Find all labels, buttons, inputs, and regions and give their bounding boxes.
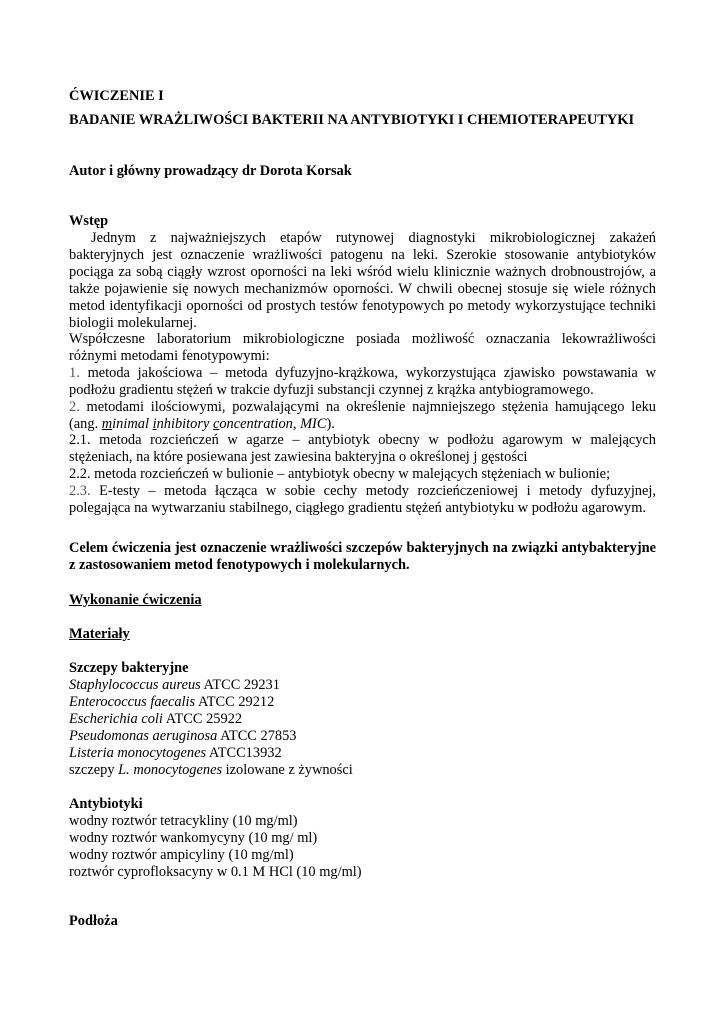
method-item-2-1: 2.1. metoda rozcieńczeń w agarze – antybiotyk obecny w podłożu agarowym w malejących stężeniach, na które posiewana jest zawiesina bakteryjna o określonej j gęstości xyxy=(69,432,656,465)
strain-1 xyxy=(69,677,656,694)
mic-term-part-2: nhibitory xyxy=(156,416,213,432)
antibiotic-item: roztwór cyprofloksacyny w 0.1 M HCl (10 mg/ml) xyxy=(69,864,362,880)
strain-5-name: Listeria monocytogenes xyxy=(69,745,207,761)
method-item-2-3 xyxy=(69,483,656,517)
antibiotic-item: wodny roztwór tetracykliny (10 mg/ml) xyxy=(69,813,298,829)
materials-title: Materiały xyxy=(69,626,130,642)
strain-6-prefix: szczepy xyxy=(69,762,119,778)
strain-4 xyxy=(69,728,656,745)
aim-statement: Celem ćwiczenia jest oznaczenie wrażliwości szczepów bakteryjnych na związki antybakteryjne z zastosowaniem metod fenotypowych i molekularnych. xyxy=(69,540,656,573)
mic-abbrev-c: c xyxy=(212,416,220,432)
strain-2-name: Enterococcus faecalis xyxy=(69,694,196,710)
strain-6 xyxy=(69,762,656,779)
method-item-2-end: ). xyxy=(326,416,335,432)
strain-5 xyxy=(69,745,656,762)
method-item-1-number: 1. xyxy=(69,365,80,381)
strain-4-name: Pseudomonas aeruginosa xyxy=(69,728,218,744)
author-line: Autor i główny prowadzący dr Dorota Korsak xyxy=(69,163,352,179)
strain-6-name: L. monocytogenes xyxy=(118,762,223,778)
strain-1-name: Staphylococcus aureus xyxy=(69,677,201,693)
mic-abbrev-m: m xyxy=(101,416,113,432)
strain-4-code: ATCC 27853 xyxy=(217,728,297,744)
strain-6-suffix: izolowane z żywności xyxy=(222,762,353,778)
mic-term-part-1: inimal xyxy=(112,416,153,432)
method-item-2 xyxy=(69,399,656,433)
antibiotics-title: Antybiotyki xyxy=(69,796,143,812)
method-item-1-text: metoda jakościowa – metoda dyfuzyjno-krążkowa, wykorzystująca zjawisko powstawania w podłożu gradientu stężeń w trakcie dyfuzji substancji czynnej z krążka antybiogramowego. xyxy=(69,365,656,398)
intro-title: Wstęp xyxy=(69,213,109,229)
mic-abbrev-i: i xyxy=(152,416,157,432)
method-item-2-3-text: E-testy – metoda łącząca w sobie cechy metody rozcieńczeniowej i metody dyfuzyjnej, polegająca na wytwarzaniu stabilnego, ciągłego gradientu stężeń antybiotyku w podłożu agarowym. xyxy=(69,483,656,516)
antibiotic-item: wodny roztwór ampicyliny (10 mg/ml) xyxy=(69,847,294,863)
strain-2-code: ATCC 29212 xyxy=(195,694,275,710)
intro-paragraph-1: Jednym z najważniejszych etapów rutynowej diagnostyki mikrobiologicznej zakażeń bakteryjnych jest oznaczenie wrażliwości patogenu na leki. Szerokie stosowanie antybiotyków pociąga za sobą ciągły wzrost oporności na leki wśród wielu klinicznie ważnych drobnoustrojów, a także pojawienie się nowych mechanizmów oporności. W chwili obecnej stosuje się wiele różnych metod identyfikacji oporności od prostych testów fenotypowych po metody wykorzystujące techniki biologii molekularnej. xyxy=(69,230,656,331)
strain-2 xyxy=(69,694,656,711)
media-title: Podłoża xyxy=(69,913,118,929)
strain-5-code: ATCC13932 xyxy=(206,745,282,761)
method-item-2-text: metodami ilościowymi, pozwalającymi na określenie najmniejszego stężenia hamującego leku (ang. xyxy=(69,399,656,432)
strain-1-code: ATCC 29231 xyxy=(200,677,280,693)
method-item-2-3-number: 2.3. xyxy=(69,483,91,499)
exercise-title: BADANIE WRAŻLIWOŚCI BAKTERII NA ANTYBIOTYKI I CHEMIOTERAPEUTYKI xyxy=(69,112,635,128)
method-item-1 xyxy=(69,365,656,399)
strains-title: Szczepy bakteryjne xyxy=(69,660,189,676)
intro-paragraph-2: Współczesne laboratorium mikrobiologiczne posiada możliwość oznaczania lekowrażliwości różnymi metodami fenotypowymi: xyxy=(69,331,656,364)
method-item-2-number: 2. xyxy=(69,399,80,415)
strain-3-name: Escherichia coli xyxy=(69,711,163,727)
strain-3 xyxy=(69,711,656,728)
antibiotic-item: wodny roztwór wankomycyny (10 mg/ ml) xyxy=(69,830,318,846)
mic-term-part-3: oncentration, MIC xyxy=(219,416,327,432)
method-item-2-2: 2.2. metoda rozcieńczeń w bulionie – antybiotyk obecny w malejących stężeniach w bulionie; xyxy=(69,466,611,482)
procedure-title: Wykonanie ćwiczenia xyxy=(69,592,202,608)
strain-3-code: ATCC 25922 xyxy=(162,711,243,727)
exercise-number: ĆWICZENIE I xyxy=(69,88,164,104)
